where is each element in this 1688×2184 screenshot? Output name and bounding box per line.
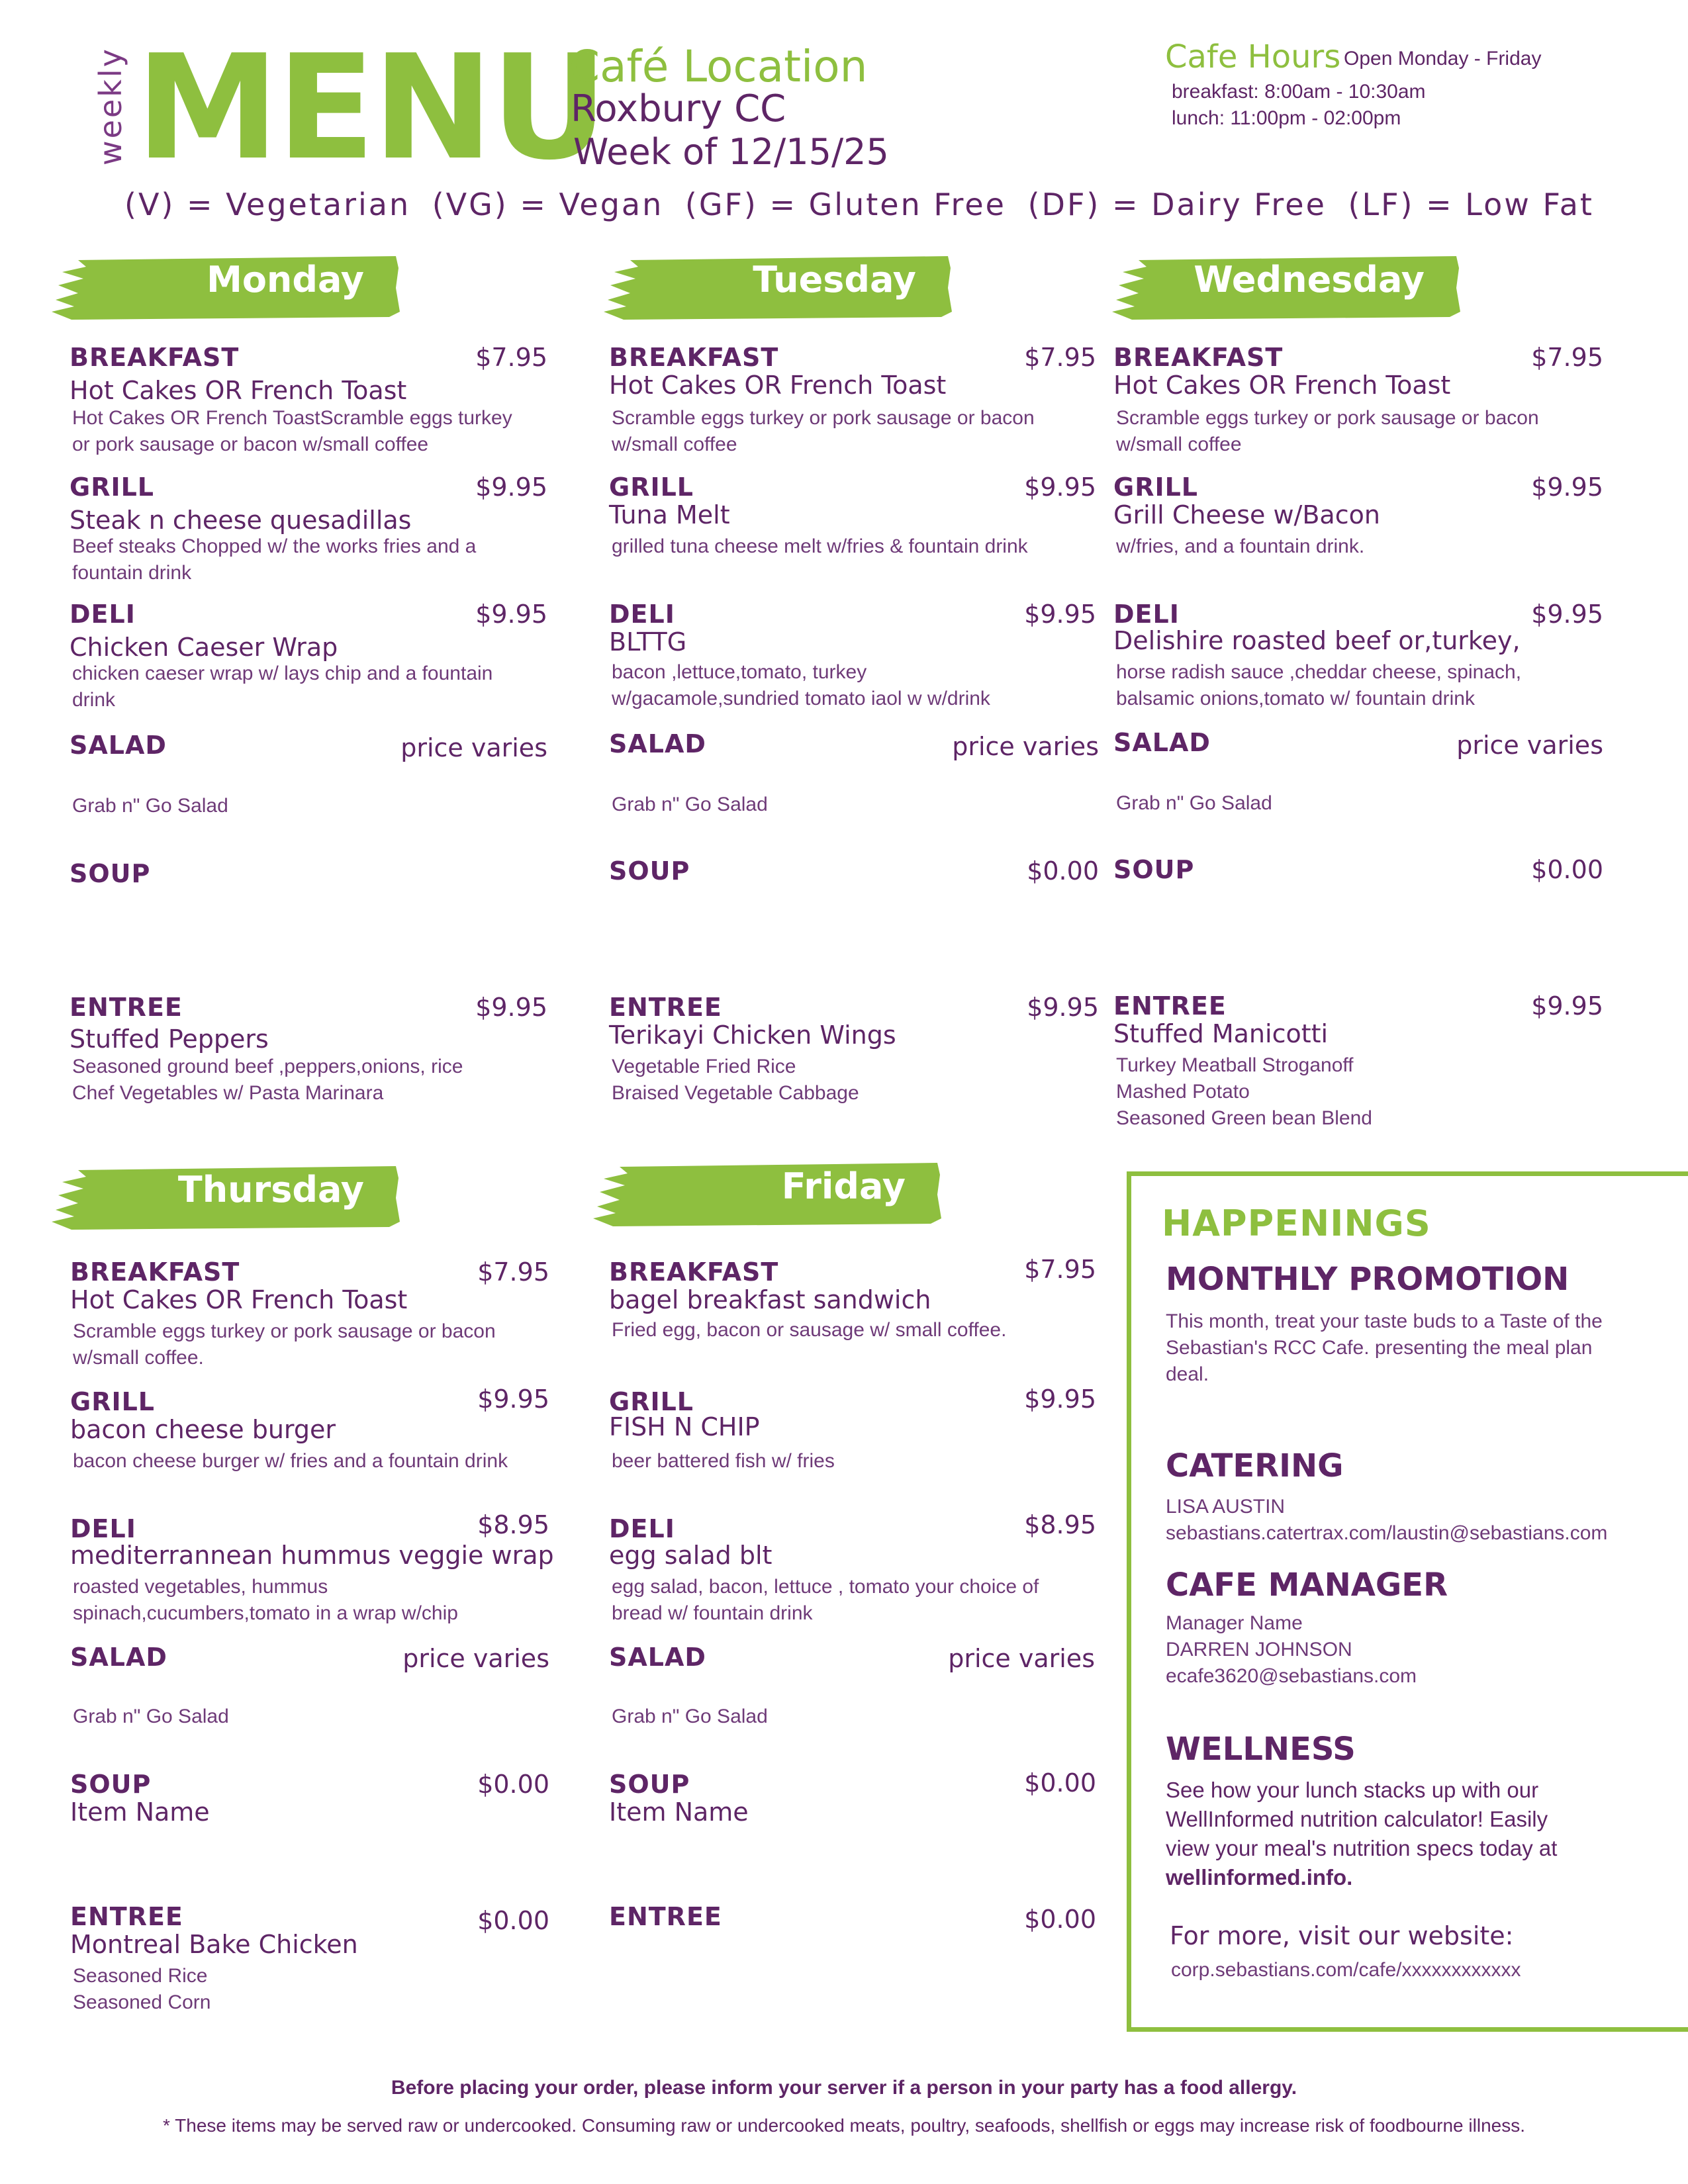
price: $0.00 xyxy=(1027,856,1099,886)
category-label: ENTREE xyxy=(70,993,183,1022)
price: $9.95 xyxy=(1531,991,1603,1021)
item-name: Hot Cakes OR French Toast xyxy=(70,1285,408,1314)
category-label: SOUP xyxy=(609,856,690,886)
price: $0.00 xyxy=(477,1770,549,1799)
legend-gluten-free: (GF) = Gluten Free xyxy=(684,187,1006,222)
price: $7.95 xyxy=(1024,1255,1096,1284)
wellness-link[interactable]: wellinformed.info. xyxy=(1166,1865,1353,1889)
category-label: GRILL xyxy=(609,473,694,502)
price: price varies xyxy=(948,1644,1095,1673)
promotion-text: This month, treat your taste buds to a Taste of the Sebastian's RCC Cafe. presenting the meal plan deal. xyxy=(1166,1310,1603,1385)
hours-title: Cafe Hours xyxy=(1165,38,1341,75)
price: $7.95 xyxy=(477,1257,549,1287)
item-description: Grab n" Go Salad xyxy=(612,1706,768,1727)
category-label: SALAD xyxy=(70,1643,167,1672)
item-description: Scramble eggs turkey or pork sausage or bacon w/small coffee. xyxy=(73,1320,496,1369)
item-description: grilled tuna cheese melt w/fries & fountain drink xyxy=(612,535,1028,557)
weekly-label: weekly xyxy=(93,47,128,165)
price: $9.95 xyxy=(475,993,547,1022)
location-name: Roxbury CC xyxy=(571,87,786,130)
category-label: SOUP xyxy=(1113,855,1195,884)
category-label: SALAD xyxy=(70,731,167,760)
item-name: FISH N CHIP xyxy=(609,1412,760,1441)
legend-vegetarian: (V) = Vegetarian xyxy=(124,187,411,222)
price: $9.95 xyxy=(1531,473,1603,502)
item-name: Montreal Bake Chicken xyxy=(70,1930,358,1959)
manager-label: Manager Name xyxy=(1166,1612,1303,1634)
category-label: BREAKFAST xyxy=(1113,343,1284,372)
day-label-friday: Friday xyxy=(781,1165,906,1207)
item-description: Scramble eggs turkey or pork sausage or bacon w/small coffee xyxy=(612,407,1035,455)
price: price varies xyxy=(1456,731,1603,760)
category-label: SALAD xyxy=(609,729,706,758)
item-description: horse radish sauce ,cheddar cheese, spinach, balsamic onions,tomato w/ fountain drink xyxy=(1116,661,1522,709)
website-url[interactable]: corp.sebastians.com/cafe/xxxxxxxxxxxx xyxy=(1171,1959,1521,1981)
item-description: Hot Cakes OR French ToastScramble eggs turkey or pork sausage or bacon w/small coffee xyxy=(72,407,512,455)
item-description: Grab n" Go Salad xyxy=(612,794,768,815)
day-label-thursday: Thursday xyxy=(177,1169,364,1210)
category-label: BREAKFAST xyxy=(70,1257,240,1287)
manager-email[interactable]: ecafe3620@sebastians.com xyxy=(1166,1665,1417,1687)
catering-contact-name: LISA AUSTIN xyxy=(1166,1496,1286,1518)
item-name: bacon cheese burger xyxy=(70,1415,336,1444)
category-label: DELI xyxy=(609,1514,675,1543)
item-description: bacon cheese burger w/ fries and a fountain drink xyxy=(73,1450,508,1472)
category-label: GRILL xyxy=(70,473,155,502)
cafe-manager-heading: CAFE MANAGER xyxy=(1166,1567,1448,1604)
item-name: Hot Cakes OR French Toast xyxy=(1113,371,1451,400)
item-description: Grab n" Go Salad xyxy=(73,1706,229,1727)
hours-open: Open Monday - Friday xyxy=(1344,48,1542,69)
legend-vegan: (VG) = Vegan xyxy=(432,187,664,222)
banner-tuesday xyxy=(604,248,948,322)
item-name: Steak n cheese quesadillas xyxy=(70,506,412,535)
category-label: GRILL xyxy=(609,1387,694,1416)
price: $8.95 xyxy=(1024,1510,1096,1539)
category-label: SOUP xyxy=(70,1770,152,1799)
item-name: Stuffed Manicotti xyxy=(1113,1019,1329,1048)
item-name: egg salad blt xyxy=(609,1541,773,1570)
category-label: SOUP xyxy=(70,859,151,888)
item-description: beer battered fish w/ fries xyxy=(612,1450,835,1472)
wellness-heading: WELLNESS xyxy=(1166,1731,1356,1768)
item-description: Fried egg, bacon or sausage w/ small coffee. xyxy=(612,1319,1007,1341)
item-name: Delishire roasted beef or,turkey, xyxy=(1113,626,1521,655)
item-description: chicken caeser wrap w/ lays chip and a fountain drink xyxy=(72,662,493,711)
price: price varies xyxy=(952,732,1099,761)
item-name: Item Name xyxy=(609,1797,749,1827)
category-label: BREAKFAST xyxy=(70,343,240,372)
banner-monday xyxy=(52,248,396,322)
price: $0.00 xyxy=(1531,855,1603,884)
price: $9.95 xyxy=(1531,600,1603,629)
price: $9.95 xyxy=(1024,473,1096,502)
item-name: BLTTG xyxy=(609,627,687,657)
price: $8.95 xyxy=(477,1510,549,1539)
item-description: Scramble eggs turkey or pork sausage or bacon w/small coffee xyxy=(1116,407,1539,455)
item-name: Hot Cakes OR French Toast xyxy=(70,376,407,405)
category-label: DELI xyxy=(70,1514,136,1543)
price: $9.95 xyxy=(477,1385,549,1414)
price: $7.95 xyxy=(1531,343,1603,372)
legend-dairy-free: (DF) = Dairy Free xyxy=(1027,187,1327,222)
catering-link[interactable]: sebastians.catertrax.com/laustin@sebastians.com xyxy=(1166,1522,1608,1544)
location-label: Café Location xyxy=(569,41,868,92)
item-description: Seasoned ground beef ,peppers,onions, rice Chef Vegetables w/ Pasta Marinara xyxy=(72,1056,463,1104)
item-description: w/fries, and a fountain drink. xyxy=(1116,535,1365,557)
price: $0.00 xyxy=(1024,1768,1096,1797)
banner-wednesday xyxy=(1112,248,1456,322)
category-label: GRILL xyxy=(1113,473,1199,502)
price: $7.95 xyxy=(475,343,547,372)
category-label: GRILL xyxy=(70,1387,156,1416)
day-label-wednesday: Wednesday xyxy=(1194,259,1425,300)
promotion-heading: MONTHLY PROMOTION xyxy=(1166,1261,1570,1298)
category-label: BREAKFAST xyxy=(609,343,779,372)
price: $9.95 xyxy=(475,473,547,502)
item-description: egg salad, bacon, lettuce , tomato your choice of bread w/ fountain drink xyxy=(612,1576,1039,1624)
item-description: Vegetable Fried Rice Braised Vegetable Cabbage xyxy=(612,1056,859,1104)
item-name: Grill Cheese w/Bacon xyxy=(1113,500,1380,529)
category-label: ENTREE xyxy=(609,1902,722,1931)
price: $9.95 xyxy=(1027,993,1099,1022)
price: $9.95 xyxy=(1024,600,1096,629)
category-label: ENTREE xyxy=(1113,991,1227,1021)
legend-low-fat: (LF) = Low Fat xyxy=(1348,187,1594,222)
item-name: Hot Cakes OR French Toast xyxy=(609,371,947,400)
allergy-notice: Before placing your order, please inform your server if a person in your party has a food allergy. xyxy=(391,2077,1297,2099)
item-description: Turkey Meatball Stroganoff Mashed Potato Seasoned Green bean Blend xyxy=(1116,1054,1372,1129)
week-of: Week of 12/15/25 xyxy=(573,131,889,173)
website-label: For more, visit our website: xyxy=(1170,1921,1514,1950)
item-description: Grab n" Go Salad xyxy=(1116,792,1272,814)
catering-heading: CATERING xyxy=(1166,1447,1344,1484)
price: $0.00 xyxy=(1024,1905,1096,1934)
category-label: SOUP xyxy=(609,1770,690,1799)
price: $9.95 xyxy=(475,600,547,629)
wellness-text: See how your lunch stacks up with our WellInformed nutrition calculator! Easily view your meal's nutrition specs today at wellinformed.info. xyxy=(1166,1776,1688,1892)
banner-friday xyxy=(593,1155,937,1229)
diet-legend xyxy=(124,187,1594,222)
item-description: Seasoned Rice Seasoned Corn xyxy=(73,1965,211,2013)
item-description: Beef steaks Chopped w/ the works fries and a fountain drink xyxy=(72,535,477,584)
category-label: DELI xyxy=(70,600,136,629)
hours-breakfast: breakfast: 8:00am - 10:30am xyxy=(1172,81,1426,103)
item-name: Stuffed Peppers xyxy=(70,1024,269,1054)
item-name: Item Name xyxy=(70,1797,210,1827)
category-label: ENTREE xyxy=(609,993,722,1022)
undercooked-disclaimer: * These items may be served raw or undercooked. Consuming raw or undercooked meats, poultry, seafoods, shellfish or eggs may increase risk of foodbourne illness. xyxy=(163,2115,1525,2136)
day-label-monday: Monday xyxy=(207,259,364,300)
happenings-box xyxy=(1127,1171,1688,2032)
category-label: ENTREE xyxy=(70,1902,183,1931)
category-label: DELI xyxy=(1113,600,1180,629)
banner-thursday xyxy=(52,1158,396,1232)
price: $9.95 xyxy=(1024,1385,1096,1414)
item-name: Terikayi Chicken Wings xyxy=(609,1021,896,1050)
category-label: BREAKFAST xyxy=(609,1257,779,1287)
category-label: SALAD xyxy=(609,1643,706,1672)
day-label-tuesday: Tuesday xyxy=(753,259,916,300)
hours-lunch: lunch: 11:00pm - 02:00pm xyxy=(1172,107,1401,129)
item-name: Tuna Melt xyxy=(609,500,730,529)
price: price varies xyxy=(402,1644,549,1673)
item-description: roasted vegetables, hummus spinach,cucumbers,tomato in a wrap w/chip xyxy=(73,1576,458,1624)
category-label: SALAD xyxy=(1113,728,1211,757)
item-name: mediterrannean hummus veggie wrap xyxy=(70,1541,554,1570)
menu-title: MENU xyxy=(136,24,606,192)
item-name: Chicken Caeser Wrap xyxy=(70,633,338,662)
manager-name: DARREN JOHNSON xyxy=(1166,1639,1352,1661)
price: $7.95 xyxy=(1024,343,1096,372)
item-name: bagel breakfast sandwich xyxy=(609,1285,931,1314)
category-label: DELI xyxy=(609,600,675,629)
price: price varies xyxy=(400,733,547,762)
happenings-title: HAPPENINGS xyxy=(1162,1203,1431,1244)
item-description: bacon ,lettuce,tomato, turkey w/gacamole,sundried tomato iaol w w/drink xyxy=(612,661,990,709)
item-description: Grab n" Go Salad xyxy=(72,795,228,817)
price: $0.00 xyxy=(477,1906,549,1935)
